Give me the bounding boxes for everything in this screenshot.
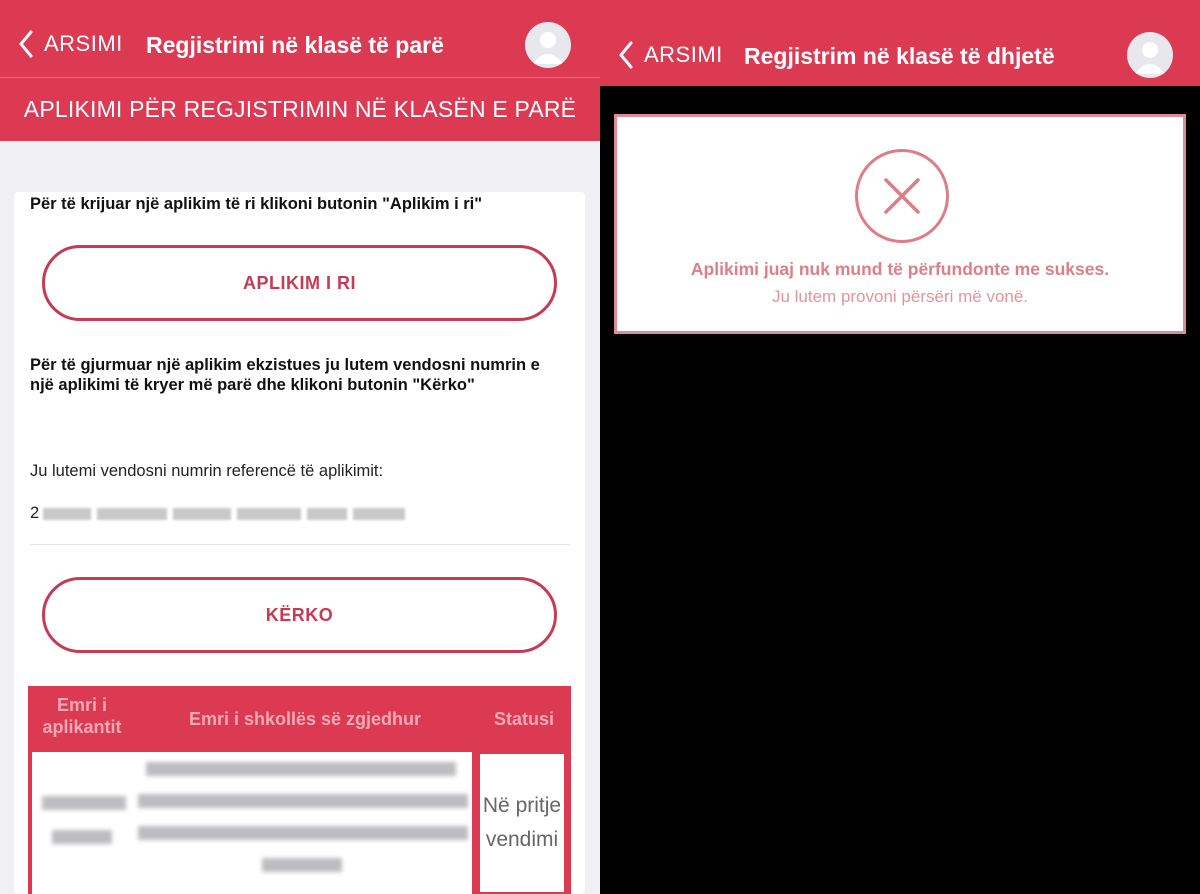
- reference-number-prefix: 2: [30, 504, 40, 522]
- track-application-instruction: Për të gjurmuar një aplikim ekzistues ju lutem vendosni numrin e një aplikimi të kryer më parë dhe klikoni butonin "Kërko": [30, 356, 540, 394]
- error-title: Aplikimi juaj nuk mund të përfundonte me sukses.: [690, 259, 1110, 279]
- chevron-left-icon: [18, 30, 34, 58]
- table-row[interactable]: [28, 752, 571, 894]
- right-screen: [600, 0, 1200, 894]
- redacted-school-name: [132, 752, 472, 894]
- page-title: Regjistrimi në klasë të parë: [146, 32, 444, 58]
- back-button[interactable]: [618, 41, 723, 69]
- top-navigation-bar: [0, 0, 600, 77]
- search-button[interactable]: KËRKO: [42, 577, 557, 653]
- page-title: Regjistrim në klasë të dhjetë: [744, 43, 1055, 69]
- back-label: ARSIMI: [44, 31, 123, 56]
- reference-number-label: Ju lutemi vendosni numrin referencë të aplikimit:: [30, 462, 384, 480]
- section-banner: APLIKIMI PËR REGJISTRIMIN NË KLASËN E PARË: [0, 77, 600, 141]
- column-header-school: Emri i shkollës së zgjedhur: [188, 709, 422, 729]
- chevron-left-icon: [618, 41, 634, 69]
- new-application-instruction: Për të krijuar një aplikim të ri klikoni butonin "Aplikim i ri": [30, 195, 483, 213]
- redacted-reference-digits: [43, 508, 405, 520]
- close-circle-icon: [855, 149, 949, 243]
- error-message-box: [614, 114, 1186, 334]
- redacted-applicant-name: [32, 752, 132, 894]
- user-avatar-icon[interactable]: [525, 22, 571, 68]
- column-header-applicant: Emri i aplikantit: [42, 695, 122, 737]
- error-subtitle: Ju lutem provoni përsëri më vonë.: [771, 287, 1029, 306]
- back-label: ARSIMI: [644, 42, 723, 67]
- user-avatar-icon[interactable]: [1127, 32, 1173, 78]
- top-navigation-bar: [600, 0, 1200, 86]
- reference-number-input[interactable]: [30, 504, 405, 523]
- back-button[interactable]: [18, 30, 123, 58]
- status-badge: Në pritje vendimi: [478, 752, 566, 894]
- applications-table-header: [28, 686, 571, 752]
- column-header-status: Statusi: [493, 709, 554, 729]
- input-underline: [30, 544, 570, 545]
- new-application-button[interactable]: APLIKIM I RI: [42, 245, 557, 321]
